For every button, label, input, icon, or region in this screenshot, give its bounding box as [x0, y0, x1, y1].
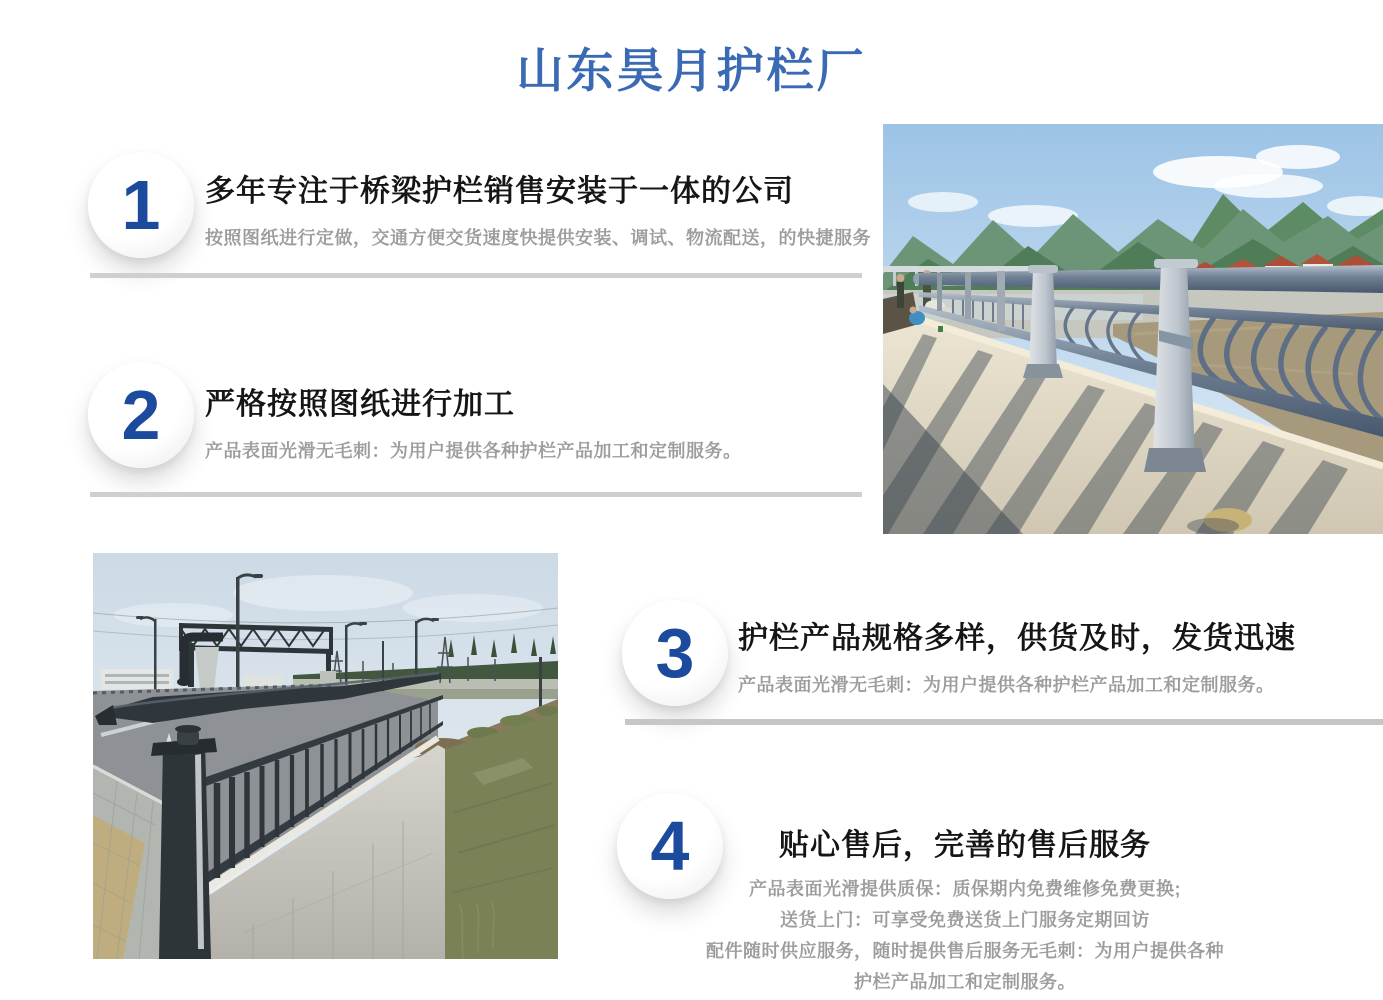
feature-3-number-badge [622, 600, 728, 706]
feature-4-line-4: 护栏产品加工和定制服务。 [854, 972, 1076, 992]
river-bridge-railing-illustration [93, 553, 558, 959]
feature-1-number-badge [88, 152, 194, 258]
divider-2 [90, 492, 862, 497]
feature-3-heading: 护栏产品规格多样，供货及时，发货迅速 [738, 622, 1296, 655]
feature-1-number: 1 [121, 166, 161, 244]
feature-4-text [625, 820, 1305, 998]
feature-1-text [205, 166, 895, 250]
divider-3 [625, 719, 1383, 725]
feature-2-heading: 严格按照图纸进行加工 [205, 388, 515, 421]
feature-1-description: 按照图纸进行定做，交通方便交货速度快提供安装、调试、物流配送，的快捷服务 [205, 228, 871, 248]
feature-1-heading: 多年专注于桥梁护栏销售安装于一体的公司 [205, 175, 794, 208]
feature-2-description: 产品表面光滑无毛刺：为用户提供各种护栏产品加工和定制服务。 [205, 441, 742, 461]
bridge-guardrail-illustration [883, 124, 1383, 534]
bridge-guardrail-installation-photo [883, 124, 1383, 534]
feature-2-number-badge [88, 362, 194, 468]
divider-1 [90, 273, 862, 278]
feature-4-number: 4 [650, 807, 690, 885]
feature-4-description [625, 874, 1305, 998]
feature-3-description: 产品表面光滑无毛刺：为用户提供各种护栏产品加工和定制服务。 [738, 675, 1275, 695]
feature-4-line-3: 配件随时供应服务，随时提供售后服务无毛刺：为用户提供各种 [706, 941, 1224, 961]
feature-4-heading: 贴心售后，完善的售后服务 [779, 829, 1151, 862]
river-bridge-railing-photo [93, 553, 558, 959]
page-title: 山东昊月护栏厂 [516, 44, 867, 97]
feature-4-line-1: 产品表面光滑提供质保：质保期内免费维修免费更换; [749, 879, 1181, 899]
feature-3-number: 3 [655, 614, 695, 692]
feature-4-line-2: 送货上门：可享受免费送货上门服务定期回访 [780, 910, 1150, 930]
feature-2-text [205, 379, 895, 463]
feature-3-text [738, 613, 1383, 697]
feature-2-number: 2 [121, 376, 161, 454]
